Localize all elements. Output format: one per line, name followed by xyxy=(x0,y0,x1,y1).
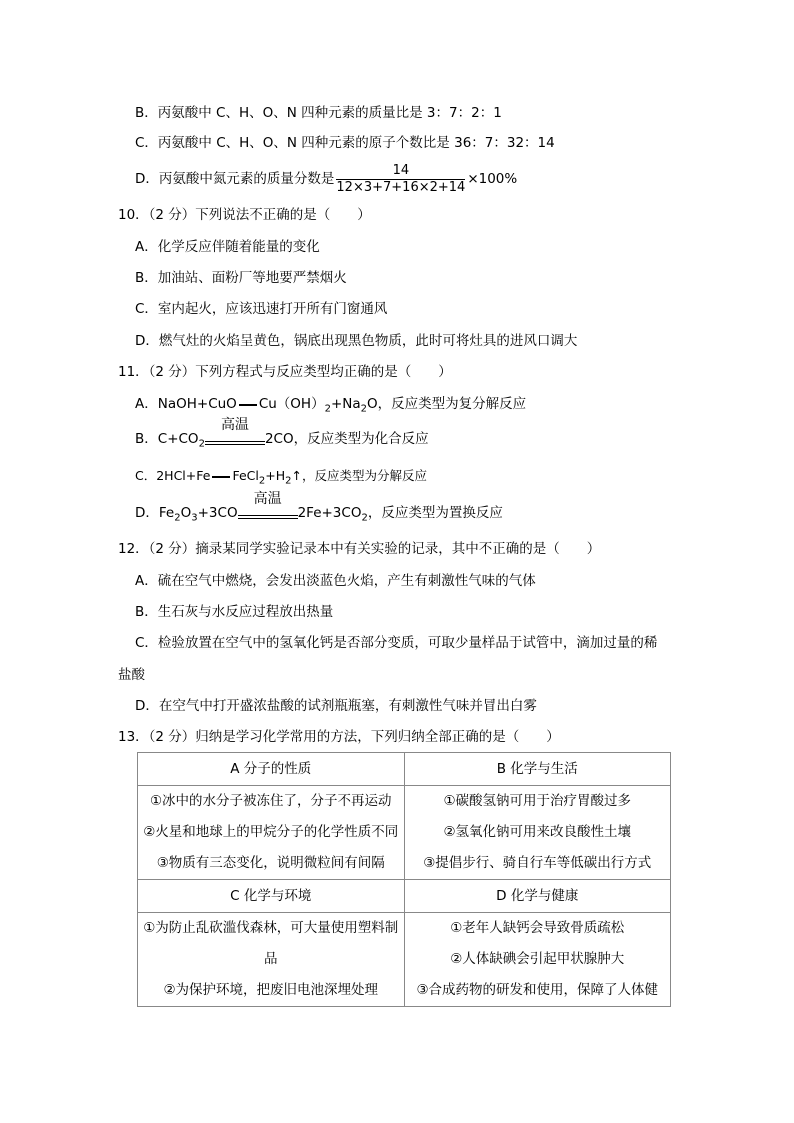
q11-a-end: O，反应类型为复分解反应 xyxy=(367,396,527,412)
fraction-denominator: 12×3+7+16×2+14 xyxy=(336,179,466,195)
d-item-3: ③合成药物的研发和使用，保障了人体健 xyxy=(416,982,659,998)
q11-a-product: Cu（OH） xyxy=(258,396,325,412)
q11-option-b xyxy=(135,417,429,450)
subscript: 2 xyxy=(285,475,292,487)
q9-option-c: C．丙氨酸中 C、H、O、N 四种元素的原子个数比是 36：7：32：14 xyxy=(135,135,555,151)
b-title: B 化学与生活 xyxy=(496,761,578,777)
q11-c-reactants: C．2HCl+Fe xyxy=(135,468,211,483)
reaction-condition xyxy=(205,417,265,448)
cell-a-body xyxy=(138,786,405,880)
subscript: 2 xyxy=(258,475,266,487)
q9-option-b: B．丙氨酸中 C、H、O、N 四种元素的质量比是 3：7：2：1 xyxy=(135,105,502,121)
q12-option-c-line2: 盐酸 xyxy=(118,667,145,683)
subscript: 2 xyxy=(360,403,368,415)
subscript: 2 xyxy=(361,512,368,524)
q11-d-mid: +3CO xyxy=(197,505,238,521)
q11-d-left: D．Fe xyxy=(135,505,175,521)
q11-d-end: 2Fe+3CO xyxy=(297,505,362,521)
q11-b-reactants: B．C+CO xyxy=(135,431,199,447)
q11-c-tail: ↑，反应类型为分解反应 xyxy=(291,468,427,483)
c-item-1: ①为防止乱砍滥伐森林，可大量使用塑料制 xyxy=(143,920,399,936)
equals-sign xyxy=(237,395,259,413)
subscript: 2 xyxy=(198,438,205,450)
cell-c-title xyxy=(138,880,405,913)
b-item-1: ①碳酸氢钠可用于治疗胃酸过多 xyxy=(443,793,632,809)
c-title: C 化学与环境 xyxy=(230,888,312,904)
cell-c-body xyxy=(138,913,405,1007)
cell-d-title xyxy=(404,880,671,913)
d-item-1: ①老年人缺钙会导致骨质疏松 xyxy=(450,920,625,936)
a-item-2: ②火星和地球上的甲烷分子的化学性质不同 xyxy=(143,824,399,840)
q10-stem: 10．（2 分）下列说法不正确的是（ ） xyxy=(118,207,371,223)
q10-option-c: C．室内起火，应该迅速打开所有门窗通风 xyxy=(135,301,388,317)
q9-option-d-suffix: ×100% xyxy=(467,171,518,187)
q11-a-reactants: A．NaOH+CuO xyxy=(135,396,237,412)
fraction-numerator: 14 xyxy=(336,163,465,180)
a-title: A 分子的性质 xyxy=(230,761,312,777)
d-item-2: ②人体缺碘会引起甲状腺肿大 xyxy=(450,951,625,967)
cell-b-body xyxy=(404,786,671,880)
q11-d-o: O xyxy=(180,505,192,521)
q11-c-product: FeCl xyxy=(232,468,259,483)
q12-stem: 12．（2 分）摘录某同学实验记录本中有关实验的记录，其中不正确的是（ ） xyxy=(118,541,601,557)
q11-c-end: +H xyxy=(265,468,286,483)
d-title: D 化学与健康 xyxy=(496,888,579,904)
q11-option-c xyxy=(135,467,427,485)
c-item-1-cont: 品 xyxy=(264,951,278,967)
subscript: 2 xyxy=(174,512,181,524)
q11-option-d xyxy=(135,491,503,524)
c-item-2: ②为保护环境，把废旧电池深埋处理 xyxy=(163,982,379,998)
q11-a-tail: +Na xyxy=(330,396,361,412)
subscript: 3 xyxy=(191,512,198,524)
subscript: 2 xyxy=(324,403,331,415)
condition-label: 高温 xyxy=(220,417,249,433)
q10-option-a: A．化学反应伴随着能量的变化 xyxy=(135,239,320,255)
q12-option-b: B．生石灰与水反应过程放出热量 xyxy=(135,604,334,620)
q12-option-d: D．在空气中打开盛浓盐酸的试剂瓶瓶塞，有刺激性气味并冒出白雾 xyxy=(135,698,537,714)
b-item-2: ②氢氧化钠可用来改良酸性土壤 xyxy=(443,824,632,840)
q11-stem: 11．（2 分）下列方程式与反应类型均正确的是（ ） xyxy=(118,364,452,380)
cell-a-title xyxy=(138,753,405,786)
q11-b-end: 2CO，反应类型为化合反应 xyxy=(264,431,429,447)
b-item-3: ③提倡步行、骑自行车等低碳出行方式 xyxy=(423,855,652,871)
a-item-3: ③物质有三态变化，说明微粒间有间隔 xyxy=(156,855,385,871)
condition-label: 高温 xyxy=(253,491,282,507)
q12-option-c-line1: C．检验放置在空气中的氢氧化钙是否部分变质，可取少量样品于试管中，滴加过量的稀 xyxy=(135,635,658,651)
q12-option-a: A．硫在空气中燃烧，会发出淡蓝色火焰，产生有刺激性气味的气体 xyxy=(135,573,536,589)
q11-option-a xyxy=(135,395,526,413)
cell-d-body xyxy=(404,913,671,1007)
q10-option-b: B．加油站、面粉厂等地要严禁烟火 xyxy=(135,270,347,286)
a-item-1: ①冰中的水分子被冻住了，分子不再运动 xyxy=(149,793,392,809)
q13-stem: 13．（2 分）归纳是学习化学常用的方法，下列归纳全部正确的是（ ） xyxy=(118,729,560,745)
q11-d-tail: ，反应类型为置换反应 xyxy=(367,505,503,521)
q10-option-d: D．燃气灶的火焰呈黄色，锅底出现黑色物质，此时可将灶具的进风口调大 xyxy=(135,333,578,349)
cell-b-title xyxy=(404,753,671,786)
q13-table xyxy=(137,752,671,1007)
reaction-condition xyxy=(238,491,298,522)
equals-sign xyxy=(210,467,232,485)
q9-option-d-prefix: D．丙氨酸中氮元素的质量分数是 xyxy=(135,171,335,187)
mass-fraction xyxy=(336,163,465,196)
q9-option-d xyxy=(135,162,517,196)
